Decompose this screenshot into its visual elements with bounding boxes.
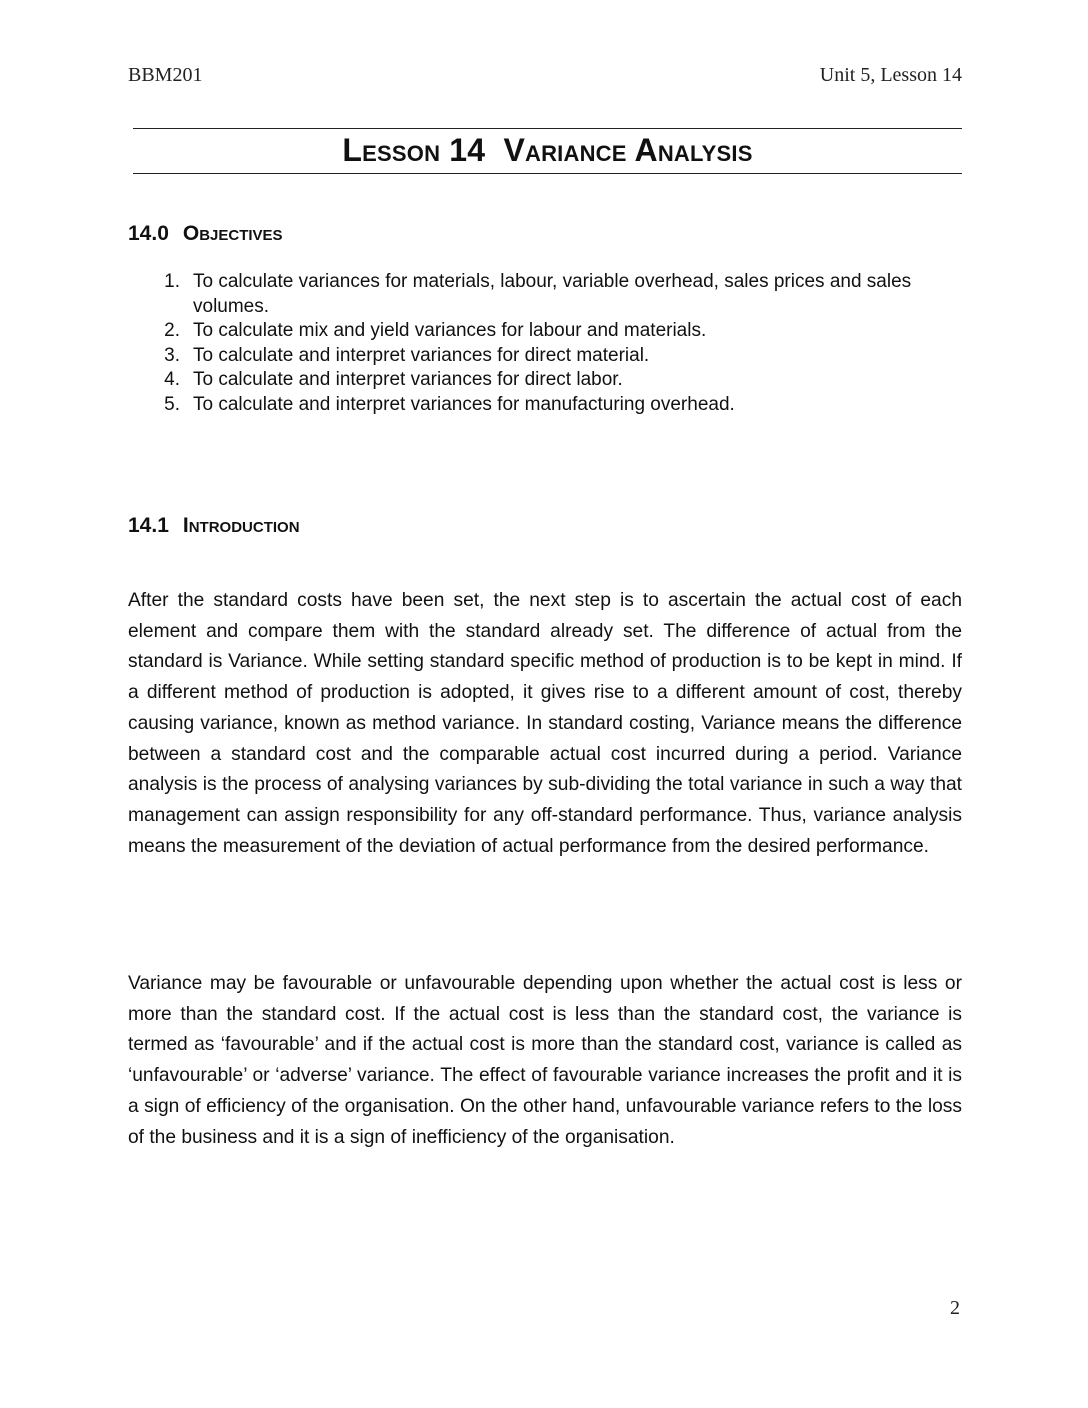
title-rule-bottom: [133, 173, 962, 174]
list-marker: 1.: [164, 271, 180, 292]
list-marker: 5.: [164, 393, 180, 415]
header-course-code: BBM201: [128, 64, 203, 86]
paragraph-intro-2: Variance may be favourable or unfavourable depending upon whether the actual cost is less or more than the standard cost. If the actual cost is less than the standard cost, the variance is termed as ‘favourable’ and if the actual cost is more than the standard cost, variance is called as ‘unfavourable’ or ‘adverse’ variance. The effect of favourable variance increases the profit and it is a sign of efficiency of the organisation. On the other hand, unfavourable variance refers to the loss of the business and it is a sign of inefficiency of the organisation.: [128, 973, 962, 1148]
section-title: Objectives: [182, 222, 283, 245]
title-rule-top: [133, 128, 962, 129]
objectives-list: [128, 270, 962, 417]
list-item-text: To calculate and interpret variances for direct material.: [193, 344, 650, 366]
list-marker: 2.: [164, 320, 180, 341]
header-unit-lesson: Unit 5, Lesson 14: [819, 64, 962, 86]
section-number: 14.0: [128, 222, 169, 245]
section-title: Introduction: [182, 514, 300, 537]
paragraph-intro-1: After the standard costs have been set, the next step is to ascertain the actual cost of each element and compare them with the standard already set. The difference of actual from the standard is Variance. While setting standard specific method of production is to be kept in mind. If a different method of production is adopted, it gives rise to a different amount of cost, thereby causing variance, known as method variance. In standard costing, Variance means the difference between a standard cost and the comparable actual cost incurred during a period. Variance analysis is the process of analysing variances by sub-dividing the total variance in such a way that management can assign responsibility for any off-standard performance. Thus, variance analysis means the measurement of the deviation of actual performance from the desired performance.: [128, 590, 962, 857]
list-item: [128, 319, 962, 344]
list-item-text: To calculate variances for materials, labour, variable overhead, sales prices and sales volumes.: [193, 271, 912, 317]
section-number: 14.1: [128, 514, 169, 537]
page-number: 2: [950, 1297, 960, 1319]
section-heading-objectives: [128, 222, 283, 246]
list-item: [128, 393, 962, 418]
list-item: [128, 368, 962, 393]
list-marker: 3.: [164, 344, 180, 366]
list-item-text: To calculate mix and yield variances for labour and materials.: [193, 320, 707, 341]
list-item: [128, 344, 962, 369]
lesson-title: Lesson 14 Variance Analysis: [342, 132, 753, 168]
list-marker: 4.: [164, 369, 180, 390]
list-item: [128, 270, 962, 319]
list-item-text: To calculate and interpret variances for manufacturing overhead.: [193, 393, 735, 415]
section-heading-introduction: [128, 514, 300, 538]
list-item-text: To calculate and interpret variances for direct labor.: [193, 369, 623, 390]
